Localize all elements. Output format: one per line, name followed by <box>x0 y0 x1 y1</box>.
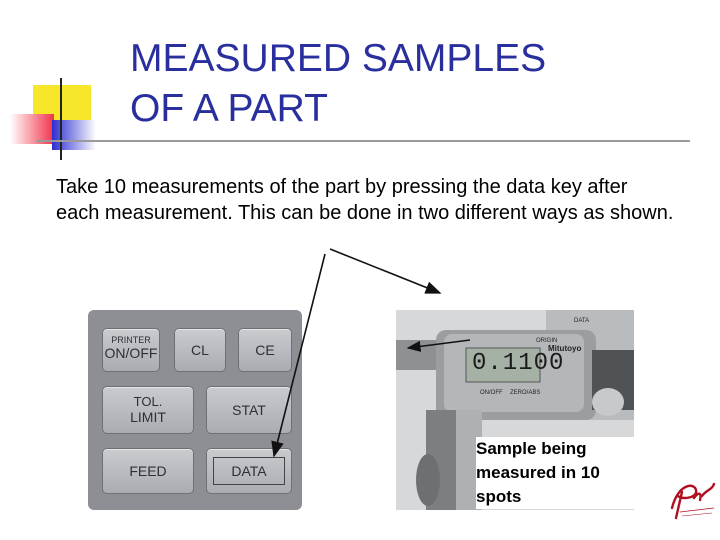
arrow-to-caliper-button <box>408 340 470 348</box>
caliper-caption: Sample being measured in 10 spots <box>476 437 634 509</box>
key-ce-label: CE <box>255 342 275 358</box>
slide-body-text: Take 10 measurements of the part by pressing the data key after each measurement. This can be done in two different ways as shown. <box>56 176 674 224</box>
company-logo <box>668 478 718 522</box>
key-printer-label: PRINTER <box>111 335 151 345</box>
caliper-brand: Mitutoyo <box>548 344 582 353</box>
key-limit-label: LIMIT <box>130 409 166 425</box>
arrow-to-caliper <box>330 249 440 293</box>
key-on-off-label: ON/OFF <box>104 345 158 361</box>
key-feed-label: FEED <box>129 463 167 479</box>
key-tol-label: TOL. <box>133 394 163 409</box>
caliper-data-label: DATA <box>574 318 590 324</box>
key-data-label: DATA <box>231 463 267 479</box>
caliper-reading: 0.1100 <box>472 350 565 377</box>
key-cl-label: CL <box>191 342 209 358</box>
caliper-zero-abs-label: ZERO/ABS <box>510 390 541 396</box>
key-stat-label: STAT <box>232 402 266 418</box>
arrow-to-data-key <box>274 254 325 456</box>
caliper-on-off-label: ON/OFF <box>480 390 503 396</box>
title-line-2: OF A PART <box>130 87 328 130</box>
caliper-origin-label: ORIGIN <box>536 338 558 344</box>
title-line-1: MEASURED SAMPLES <box>130 37 547 80</box>
